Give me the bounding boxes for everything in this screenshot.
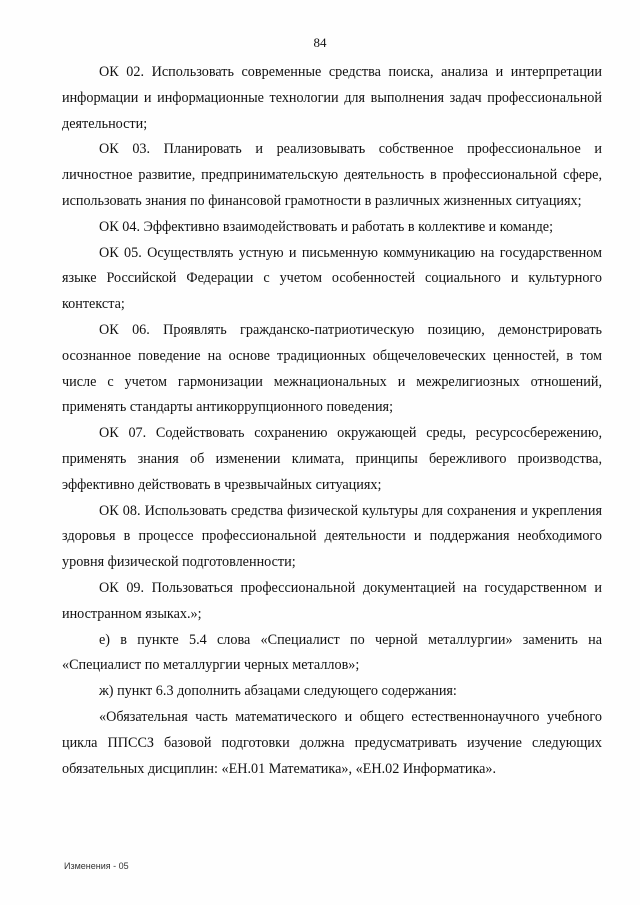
document-body (62, 60, 602, 782)
paragraph-ok-07: ОК 07. Содействовать сохранению окружающей среды, ресурсосбережению, применять знания об изменении климата, принципы бережливого производства, эффективно действовать в чрезвычайных ситуациях; (62, 425, 602, 493)
paragraph-ok-05: ОК 05. Осуществлять устную и письменную коммуникацию на государственном языке Российской Федерации с учетом особенностей социального и культурного контекста; (62, 244, 602, 313)
paragraph-ok-06: ОК 06. Проявлять гражданско-патриотическую позицию, демонстрировать осознанное поведение на основе традиционных общечеловеческих ценностей, в том числе с учетом гармонизации межнациональных и межрелигиозных отношений, применять стандарты антикоррупционного поведения; (62, 321, 602, 416)
paragraph-item-zh: ж) пункт 6.3 дополнить абзацами следующего содержания: (99, 683, 457, 700)
page-number: 84 (313, 35, 327, 50)
paragraph-quote: «Обязательная часть математического и общего естественнонаучного учебного цикла ППССЗ базовой подготовки должна предусматривать изучение следующих обязательных дисциплин: «ЕН.01 Математика», «ЕН.02 Информатика». (62, 708, 602, 777)
paragraph-ok-02: ОК 02. Использовать современные средства поиска, анализа и интерпретации информации и информационные технологии для выполнения задач профессиональной деятельности; (62, 64, 602, 132)
paragraph-ok-08: ОК 08. Использовать средства физической культуры для сохранения и укрепления здоровья в процессе профессиональной деятельности и поддержания необходимого уровня физической подготовленности; (62, 502, 602, 571)
paragraph-ok-04: ОК 04. Эффективно взаимодействовать и работать в коллективе и команде; (99, 218, 554, 235)
footer-note: Изменения - 05 (64, 861, 129, 871)
paragraph-ok-09: ОК 09. Пользоваться профессиональной документацией на государственном и иностранном языках.»; (62, 579, 602, 622)
paragraph-ok-03: ОК 03. Планировать и реализовывать собственное профессиональное и личностное развитие, предпринимательскую деятельность в профессиональной сфере, использовать знания по финансовой грамотности в различных жизненных ситуациях; (62, 141, 602, 209)
paragraph-item-e: е) в пункте 5.4 слова «Специалист по черной металлургии» заменить на «Специалист по металлургии черных металлов»; (62, 631, 602, 674)
